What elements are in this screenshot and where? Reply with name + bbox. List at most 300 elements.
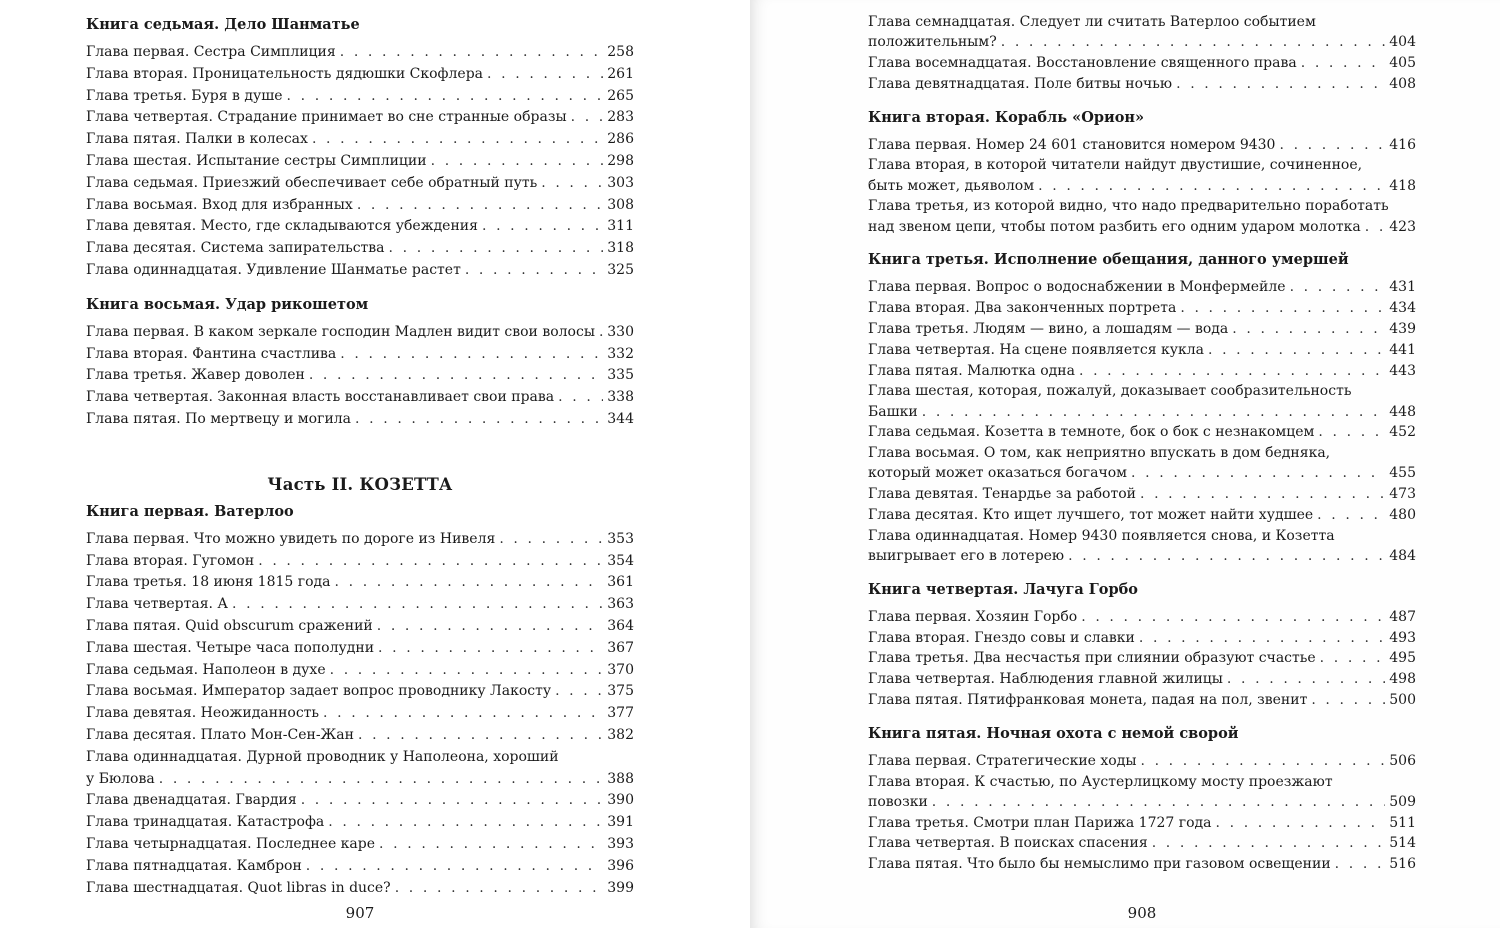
entry-title: Глава третья. Людям — вино, а лошадям — вода — [868, 320, 1229, 337]
entry-title: Глава восемнадцатая. Восстановление священного права — [868, 55, 1297, 71]
entry-line — [86, 834, 634, 856]
entry-page-number: 286 — [607, 131, 634, 148]
dot-leader — [323, 703, 603, 725]
toc-entry — [868, 526, 1416, 567]
dot-leader — [1335, 854, 1386, 875]
entry-page-number: 434 — [1389, 300, 1416, 317]
entry-page-number: 261 — [607, 65, 634, 82]
entry-page-number: 330 — [607, 323, 634, 340]
entry-title: Глава третья. 18 июня 1815 года — [86, 574, 331, 591]
dot-leader — [258, 551, 603, 573]
dot-leader — [499, 529, 603, 551]
toc-entry — [86, 616, 634, 638]
dot-leader — [389, 238, 604, 260]
entry-page-number: 283 — [607, 109, 634, 126]
entry-page-number: 493 — [1389, 629, 1416, 646]
dot-leader — [1140, 484, 1385, 505]
entry-line — [86, 173, 634, 195]
toc-entry — [86, 790, 634, 812]
entry-line — [868, 422, 1416, 443]
entry-page-number: 344 — [607, 410, 634, 427]
entry-title: Глава пятая. Малютка одна — [868, 362, 1075, 379]
book-title: Книга седьмая. Дело Шанматье — [86, 16, 360, 33]
entry-line — [868, 792, 1416, 813]
entry-page-number: 390 — [607, 792, 634, 809]
entry-title-line: Глава вторая. К счастью, по Аустерлицкому мосту проезжают — [868, 773, 1333, 790]
toc-entry — [86, 195, 634, 217]
toc-entry — [868, 53, 1416, 74]
entry-page-number: 364 — [607, 617, 634, 634]
dot-leader — [541, 173, 603, 195]
toc-entry — [868, 319, 1416, 340]
dot-leader — [571, 107, 604, 129]
entry-title: Глава шестая. Испытание сестры Симплиции — [86, 152, 427, 169]
entry-line — [868, 628, 1416, 649]
entry-line — [868, 463, 1416, 484]
dot-leader — [379, 834, 603, 856]
entry-title-line: Глава вторая, в которой читатели найдут двустишие, сочиненное, — [868, 157, 1363, 174]
entry-page-number: 514 — [1389, 835, 1416, 852]
entry-title: Глава вторая. Два законченных портрета — [868, 300, 1177, 317]
toc-entry — [868, 690, 1416, 711]
entry-title: Глава третья. Смотри план Парижа 1727 года — [868, 814, 1212, 831]
entry-page-number: 375 — [607, 683, 634, 700]
entry-page-number: 452 — [1389, 424, 1416, 441]
entry-line — [868, 74, 1416, 95]
entry-line — [86, 551, 634, 573]
entry-title: Глава третья. Два несчастья при слиянии образуют счастье — [868, 650, 1316, 667]
entry-line — [868, 277, 1416, 298]
toc-entry — [868, 74, 1416, 95]
entry-line — [868, 813, 1416, 834]
left-toc-column — [86, 12, 634, 899]
book-title: Книга восьмая. Удар рикошетом — [86, 295, 369, 313]
entry-line — [868, 340, 1416, 361]
toc-entry — [86, 365, 634, 387]
entry-line — [86, 365, 634, 387]
entry-page-number: 405 — [1389, 55, 1416, 71]
entry-title: Глава четвертая. Наблюдения главной жилицы — [868, 671, 1223, 688]
entry-line — [86, 238, 634, 260]
entry-page-number: 353 — [607, 530, 634, 547]
toc-book — [868, 12, 1416, 95]
entry-title: Глава пятая. Что было бы немыслимо при газовом освещении — [868, 856, 1331, 873]
toc-entry — [86, 260, 634, 282]
toc-entry — [868, 155, 1416, 196]
entry-line — [868, 176, 1416, 197]
entry-page-number: 498 — [1389, 671, 1416, 688]
entry-title: над звеном цепи, чтобы потом разбить его одним ударом молотка — [868, 218, 1361, 235]
dot-leader — [1232, 319, 1385, 340]
dot-leader — [1216, 813, 1386, 834]
dot-leader — [1140, 751, 1385, 772]
entry-page-number: 303 — [607, 174, 634, 191]
entry-title: Глава девятая. Место, где складываются убеждения — [86, 218, 478, 235]
entry-page-number: 441 — [1389, 341, 1416, 358]
part-title: Часть II. КОЗЕТТА — [267, 474, 453, 494]
entry-title: Глава четвертая. Законная власть восстанавливает свои права — [86, 389, 555, 406]
toc-entry — [86, 594, 634, 616]
entry-line — [868, 505, 1416, 526]
dot-leader — [159, 769, 604, 791]
toc-entry — [868, 772, 1416, 813]
toc-entry — [868, 422, 1416, 443]
entry-line — [868, 361, 1416, 382]
entry-title: быть может, дьяволом — [868, 177, 1035, 194]
entry-line — [86, 529, 634, 551]
entry-line — [86, 572, 634, 594]
entry-line — [86, 812, 634, 834]
toc-entry — [86, 834, 634, 856]
book-title: Книга пятая. Ночная охота с немой сворой — [868, 724, 1239, 742]
dot-leader — [357, 195, 603, 217]
toc-entry — [86, 238, 634, 260]
entry-title: Глава третья. Буря в душе — [86, 87, 283, 104]
entry-page-number: 396 — [607, 857, 634, 874]
entry-line — [868, 298, 1416, 319]
entry-page-number: 416 — [1389, 136, 1416, 153]
dot-leader — [1139, 628, 1385, 649]
dot-leader — [335, 572, 604, 594]
dot-leader — [340, 42, 604, 64]
entry-page-number: 423 — [1389, 218, 1416, 235]
entry-line — [868, 319, 1416, 340]
dot-leader — [1038, 176, 1385, 197]
book-title: Книга третья. Исполнение обещания, данного умершей — [868, 251, 1349, 269]
entry-title: Глава десятая. Плато Мон-Сен-Жан — [86, 726, 354, 743]
dot-leader — [922, 402, 1386, 423]
toc-entry — [868, 340, 1416, 361]
toc-entry — [868, 277, 1416, 298]
toc-entry — [86, 64, 634, 86]
toc-entry — [86, 703, 634, 725]
entry-title: Глава седьмая. Приезжий обеспечивает себе обратный путь — [86, 174, 538, 191]
dot-leader — [1365, 217, 1386, 238]
toc-entry — [86, 216, 634, 238]
entry-line — [86, 42, 634, 64]
entry-line — [86, 660, 634, 682]
toc-entry — [86, 344, 634, 366]
toc-entry — [86, 129, 634, 151]
entry-page-number: 258 — [607, 44, 634, 60]
toc-entry — [86, 660, 634, 682]
entry-title: Глава девятая. Неожиданность — [86, 705, 320, 722]
entry-page-number: 370 — [607, 661, 634, 678]
dot-leader — [1176, 74, 1385, 95]
entry-page-number: 408 — [1389, 75, 1416, 92]
entry-line — [86, 107, 634, 129]
toc-entry — [86, 42, 634, 64]
entry-line — [868, 484, 1416, 505]
entry-line — [868, 690, 1416, 711]
entry-line — [86, 878, 634, 900]
entry-line — [868, 217, 1416, 238]
toc-entry — [868, 854, 1416, 875]
entry-page-number: 506 — [1389, 752, 1416, 769]
dot-leader — [487, 64, 603, 86]
entry-line — [86, 151, 634, 173]
entry-page-number: 495 — [1389, 650, 1416, 667]
entry-page-number: 318 — [607, 240, 634, 257]
dot-leader — [358, 725, 603, 747]
toc-entry — [86, 551, 634, 573]
right-toc-column — [868, 12, 1416, 875]
entry-line — [86, 703, 634, 725]
entry-title-line: Глава одиннадцатая. Дурной проводник у Наполеона, хороший — [86, 748, 559, 765]
entry-title: Глава пятая. Палки в колесах — [86, 131, 308, 148]
entry-title: Глава первая. В каком зеркале господин Мадлен видит свои волосы — [86, 323, 595, 340]
entry-title: Глава первая. Что можно увидеть по дороге из Нивеля — [86, 530, 496, 547]
entry-line — [86, 344, 634, 366]
dot-leader — [301, 790, 604, 812]
toc-book — [86, 503, 634, 900]
toc-entry — [86, 681, 634, 703]
entry-title-line: Глава восьмая. О том, как неприятно впускать в дом бедняка, — [868, 445, 1331, 462]
entry-page-number: 354 — [607, 552, 634, 569]
toc-entry — [86, 529, 634, 551]
entry-title: Башки — [868, 403, 918, 420]
entry-title: Глава четвертая. В поисках спасения — [868, 835, 1148, 852]
toc-entry — [868, 628, 1416, 649]
dot-leader — [1068, 546, 1385, 567]
toc-entry — [868, 135, 1416, 156]
toc-book — [868, 109, 1416, 238]
entry-page-number: 443 — [1389, 362, 1416, 379]
dot-leader — [1001, 32, 1386, 53]
entry-title: Глава двенадцатая. Гвардия — [86, 792, 297, 809]
entry-title: который может оказаться богачом — [868, 465, 1128, 482]
entry-title-line: Глава третья, из которой видно, что надо предварительно поработать — [868, 198, 1389, 215]
toc-entry — [868, 196, 1416, 237]
dot-leader — [1131, 463, 1385, 484]
dot-leader — [355, 409, 603, 431]
toc-book — [868, 725, 1416, 875]
entry-page-number: 484 — [1389, 547, 1416, 564]
toc-entry — [86, 812, 634, 834]
entry-title: Глава восьмая. Вход для избранных — [86, 196, 353, 213]
dot-leader — [1279, 135, 1385, 156]
entry-title: Глава восьмая. Император задает вопрос проводнику Лакосту — [86, 683, 552, 700]
dot-leader — [1079, 361, 1385, 382]
dot-leader — [1317, 505, 1385, 526]
entry-line — [868, 546, 1416, 567]
toc-entry — [86, 725, 634, 747]
dot-leader — [328, 812, 603, 834]
toc-entry — [868, 751, 1416, 772]
entry-page-number: 455 — [1389, 465, 1416, 482]
entry-line — [868, 402, 1416, 423]
entry-title: Глава вторая. Проницательность дядюшки Скофлера — [86, 65, 484, 82]
toc-entry — [868, 361, 1416, 382]
toc-entry — [868, 833, 1416, 854]
dot-leader — [330, 660, 604, 682]
toc-entry — [86, 107, 634, 129]
entry-page-number: 480 — [1389, 506, 1416, 523]
entry-page-number: 265 — [607, 87, 634, 104]
entry-line — [868, 32, 1416, 53]
entry-title-line: Глава шестая, которая, пожалуй, доказывает сообразительность — [868, 383, 1352, 400]
entry-line — [86, 409, 634, 431]
toc-entry — [868, 12, 1416, 53]
entry-page-number: 308 — [607, 196, 634, 213]
entry-page-number: 439 — [1389, 320, 1416, 337]
dot-leader — [482, 216, 603, 238]
entry-page-number: 448 — [1389, 403, 1416, 420]
entry-title: Глава вторая. Фантина счастлива — [86, 345, 337, 362]
entry-title: Глава тринадцатая. Катастрофа — [86, 814, 325, 831]
entry-line — [86, 594, 634, 616]
toc-book — [868, 581, 1416, 711]
entry-line — [86, 216, 634, 238]
entry-page-number: 393 — [607, 835, 634, 852]
entry-title: Глава пятая. По мертвецу и могила — [86, 410, 352, 427]
page-number-right: 908 — [1127, 904, 1157, 922]
dot-leader — [1081, 607, 1385, 628]
dot-leader — [1318, 422, 1385, 443]
toc-book — [86, 16, 634, 282]
book-title: Книга вторая. Корабль «Орион» — [868, 108, 1145, 126]
entry-line — [86, 86, 634, 108]
entry-title: Глава первая. Хозяин Горбо — [868, 608, 1078, 625]
entry-line — [868, 607, 1416, 628]
entry-page-number: 516 — [1389, 856, 1416, 873]
toc-entry — [86, 387, 634, 409]
dot-leader — [932, 792, 1385, 813]
toc-book — [86, 296, 634, 431]
entry-title: Глава девятнадцатая. Поле битвы ночью — [868, 75, 1173, 92]
entry-title: повозки — [868, 793, 928, 810]
entry-title: выигрывает его в лотерею — [868, 547, 1065, 564]
entry-page-number: 338 — [607, 389, 634, 406]
toc-entry — [86, 856, 634, 878]
entry-title: Глава десятая. Система запирательства — [86, 240, 385, 257]
entry-page-number: 311 — [607, 218, 634, 235]
entry-page-number: 382 — [607, 726, 634, 743]
entry-line — [86, 725, 634, 747]
toc-entry — [86, 747, 634, 791]
entry-title: Глава первая. Вопрос о водоснабжении в Монфермейле — [868, 279, 1286, 296]
entry-line — [86, 64, 634, 86]
entry-line — [86, 638, 634, 660]
entry-line — [86, 260, 634, 282]
entry-line — [86, 616, 634, 638]
entry-page-number: 404 — [1389, 34, 1416, 51]
dot-leader — [287, 86, 604, 108]
entry-title: Глава седьмая. Наполеон в духе — [86, 661, 326, 678]
entry-page-number: 399 — [607, 879, 634, 896]
entry-title: Глава десятая. Кто ищет лучшего, тот может найти худшее — [868, 506, 1314, 523]
toc-entry — [86, 151, 634, 173]
entry-page-number: 325 — [607, 261, 634, 278]
dot-leader — [232, 594, 603, 616]
dot-leader — [1320, 648, 1386, 669]
entry-title: Глава вторая. Гнездо совы и славки — [868, 629, 1135, 646]
entry-line — [86, 195, 634, 217]
entry-title: Глава пятнадцатая. Камброн — [86, 857, 302, 874]
dot-leader — [312, 129, 603, 151]
entry-title: Глава четвертая. А — [86, 596, 229, 613]
entry-title-line: Глава семнадцатая. Следует ли считать Ватерлоо событием — [868, 14, 1316, 30]
toc-entry — [86, 173, 634, 195]
dot-leader — [377, 616, 604, 638]
toc-entry — [868, 669, 1416, 690]
toc-entry — [86, 86, 634, 108]
dot-leader — [1180, 298, 1385, 319]
dot-leader — [599, 322, 603, 344]
dot-leader — [309, 365, 603, 387]
book-title: Книга первая. Ватерлоо — [86, 502, 294, 520]
entry-line — [86, 769, 634, 791]
entry-line — [868, 669, 1416, 690]
entry-page-number: 418 — [1389, 177, 1416, 194]
entry-title: Глава четырнадцатая. Последнее каре — [86, 835, 376, 852]
entry-title: Глава четвертая. Страдание принимает во сне странные образы — [86, 109, 567, 126]
entry-title: Глава шестая. Четыре часа пополудни — [86, 639, 375, 656]
dot-leader — [378, 638, 603, 660]
entry-page-number: 500 — [1389, 691, 1416, 708]
entry-page-number: 377 — [607, 705, 634, 722]
dot-leader — [431, 151, 604, 173]
entry-page-number: 335 — [607, 367, 634, 384]
entry-line — [868, 648, 1416, 669]
entry-title: Глава пятая. Quid obscurum сражений — [86, 617, 373, 634]
entry-page-number: 363 — [607, 596, 634, 613]
toc-entry — [868, 381, 1416, 422]
dot-leader — [555, 681, 603, 703]
entry-page-number: 509 — [1389, 793, 1416, 810]
entry-title: у Бюлова — [86, 770, 155, 787]
entry-page-number: 332 — [607, 345, 634, 362]
toc-entry — [868, 648, 1416, 669]
book-title: Книга четвертая. Лачуга Горбо — [868, 580, 1138, 598]
toc-entry — [868, 443, 1416, 484]
entry-page-number: 391 — [607, 814, 634, 831]
entry-line — [868, 833, 1416, 854]
entry-title: Глава вторая. Гугомон — [86, 552, 255, 569]
entry-line — [86, 856, 634, 878]
entry-page-number: 487 — [1389, 608, 1416, 625]
toc-entry — [868, 607, 1416, 628]
toc-entry — [86, 878, 634, 900]
toc-book — [868, 251, 1416, 566]
entry-title: Глава первая. Сестра Симплиция — [86, 44, 336, 60]
entry-title: Глава четвертая. На сцене появляется кукла — [868, 341, 1204, 358]
entry-title: Глава одиннадцатая. Удивление Шанматье растет — [86, 261, 461, 278]
entry-title: Глава первая. Стратегические ходы — [868, 752, 1137, 769]
dot-leader — [465, 260, 603, 282]
entry-title: Глава пятая. Пятифранковая монета, падая на пол, звенит — [868, 691, 1308, 708]
toc-entry — [86, 572, 634, 594]
entry-title: Глава третья. Жавер доволен — [86, 367, 305, 384]
dot-leader — [340, 344, 603, 366]
entry-title: Глава девятая. Тенардье за работой — [868, 486, 1136, 503]
entry-line — [86, 681, 634, 703]
toc-entry — [86, 322, 634, 344]
dot-leader — [1208, 340, 1385, 361]
toc-entry — [868, 813, 1416, 834]
dot-leader — [1290, 277, 1386, 298]
entry-title: положительным? — [868, 34, 997, 51]
entry-page-number: 431 — [1389, 279, 1416, 296]
entry-page-number: 511 — [1389, 814, 1416, 831]
toc-entry — [86, 638, 634, 660]
entry-page-number: 473 — [1389, 486, 1416, 503]
dot-leader — [1311, 690, 1385, 711]
entry-line — [86, 129, 634, 151]
toc-entry — [86, 409, 634, 431]
entry-line — [86, 387, 634, 409]
dot-leader — [1152, 833, 1386, 854]
